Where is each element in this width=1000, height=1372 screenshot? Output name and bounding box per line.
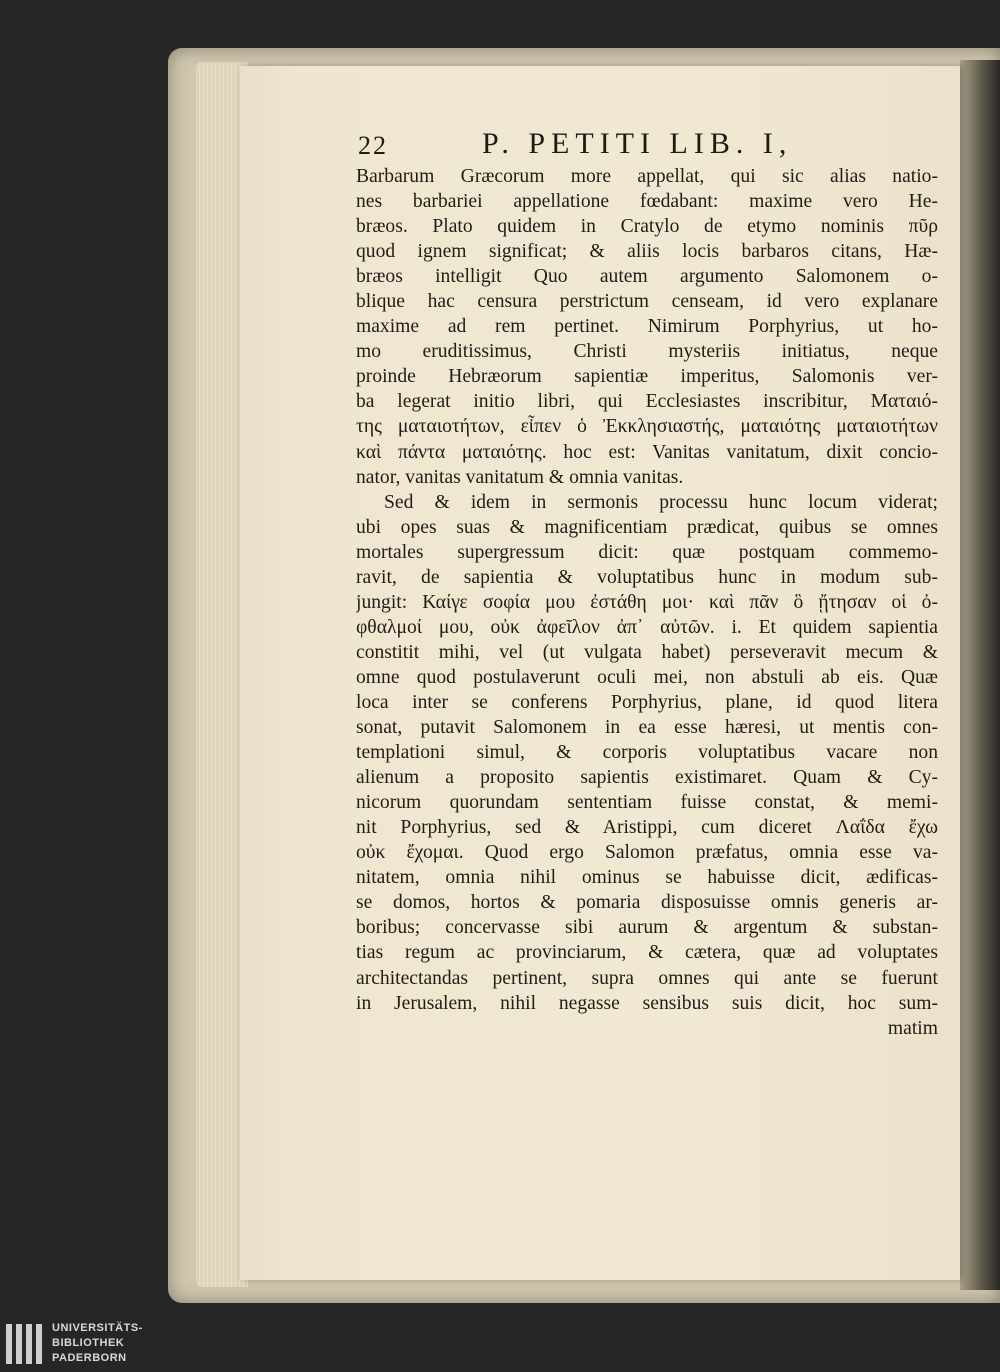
running-header: [358, 127, 958, 167]
text-line: jungit: Καίγε σοφία μου ἐστάθη μοι· καὶ πᾶν ὃ ᾔτησαν οἱ ὀ-: [356, 591, 938, 613]
text-line: matim: [887, 1017, 938, 1039]
text-line: mo eruditissimus, Christi mysteriis initiatus, neque: [356, 341, 938, 363]
text-line: mortales supergressum dicit: quæ postquam commemo-: [356, 541, 938, 563]
book-spine: [960, 60, 1000, 1290]
text-line: tias regum ac provinciarum, & cætera, quæ ad voluptates: [356, 942, 938, 964]
text-line: nit Porphyrius, sed & Aristippi, cum diceret Λαΐδα ἔχω: [356, 817, 938, 839]
text-line: καὶ πάντα ματαιότης. hoc est: Vanitas vanitatum, dixit concio-: [356, 441, 938, 463]
running-title: P. PETITI LIB. I,: [482, 127, 793, 160]
text-line: boribus; concervasse sibi aurum & argentum & substan-: [356, 917, 938, 939]
text-line: bræos intelligit Quo autem argumento Salomonem o-: [356, 266, 938, 288]
text-line: maxime ad rem pertinet. Nimirum Porphyrius, ut ho-: [356, 316, 938, 338]
text-line: φθαλμοί μου, οὐκ ἀφεῖλον ἀπ᾽ αὐτῶν. i. Et quidem sapientia: [356, 616, 938, 638]
text-line: bræos. Plato quidem in Cratylo de etymo nominis πῦρ: [356, 216, 938, 238]
text-line: templationi simul, & corporis voluptatibus vacare non: [356, 742, 938, 764]
text-line: ubi opes suas & magnificentiam prædicat, quibus se omnes: [356, 516, 938, 538]
text-line: constitit mihi, vel (ut vulgata habet) perseveravit mecum &: [356, 641, 938, 663]
text-line: architectandas pertinent, supra omnes qui ante se fuerunt: [356, 967, 938, 989]
text-line: sonat, putavit Salomonem in ea esse hæresi, ut mentis con-: [356, 717, 938, 739]
library-logo: [0, 1318, 200, 1372]
text-line: proinde Hebræorum sapientiæ imperitus, Salomonis ver-: [356, 366, 938, 388]
text-line: ba legerat initio libri, qui Ecclesiastes inscribitur, Ματαιό-: [356, 391, 938, 413]
text-line: nicorum quorundam sententiam fuisse constat, & memi-: [356, 792, 938, 814]
library-logo-icon: [6, 1324, 42, 1364]
text-line: se domos, hortos & pomaria disposuisse omnis generis ar-: [356, 892, 938, 914]
text-line: της ματαιοτήτων, εἶπεν ὁ Ἐκκλησιαστής, ματαιότης ματαιοτήτων: [356, 416, 938, 438]
text-line: ravit, de sapientia & voluptatibus hunc in modum sub-: [356, 566, 938, 588]
library-logo-line2: BIBLIOTHEK: [52, 1337, 125, 1349]
text-line: Sed & idem in sermonis processu hunc locum viderat;: [384, 491, 938, 513]
text-line: alienum a proposito sapientis existimaret. Quam & Cy-: [356, 767, 938, 789]
text-line: quod ignem significat; & aliis locis barbaros citans, Hæ-: [356, 241, 938, 263]
text-line: nes barbariei appellatione fœdabant: maxime vero He-: [356, 191, 938, 213]
text-line: omne quod postulaverunt oculi mei, non abstuli ab eis. Quæ: [356, 666, 938, 688]
body-text: [356, 164, 938, 1041]
text-line: οὐκ ἔχομαι. Quod ergo Salomon præfatus, omnia esse va-: [356, 842, 938, 864]
text-line: loca inter se conferens Porphyrius, plane, id quod litera: [356, 691, 938, 713]
text-line: in Jerusalem, nihil negasse sensibus suis dicit, hoc sum-: [356, 992, 938, 1014]
library-logo-line3: PADERBORN: [52, 1352, 127, 1364]
library-logo-line1: UNIVERSITÄTS-: [52, 1322, 143, 1334]
text-line: Barbarum Græcorum more appellat, qui sic alias natio-: [356, 166, 938, 187]
page-number: 22: [358, 131, 388, 160]
text-line: nator, vanitas vanitatum & omnia vanitas.: [356, 466, 684, 488]
text-line: nitatem, omnia nihil ominus se habuisse dicit, ædificas-: [356, 867, 938, 889]
text-line: blique hac censura perstrictum censeam, id vero explanare: [356, 291, 938, 313]
